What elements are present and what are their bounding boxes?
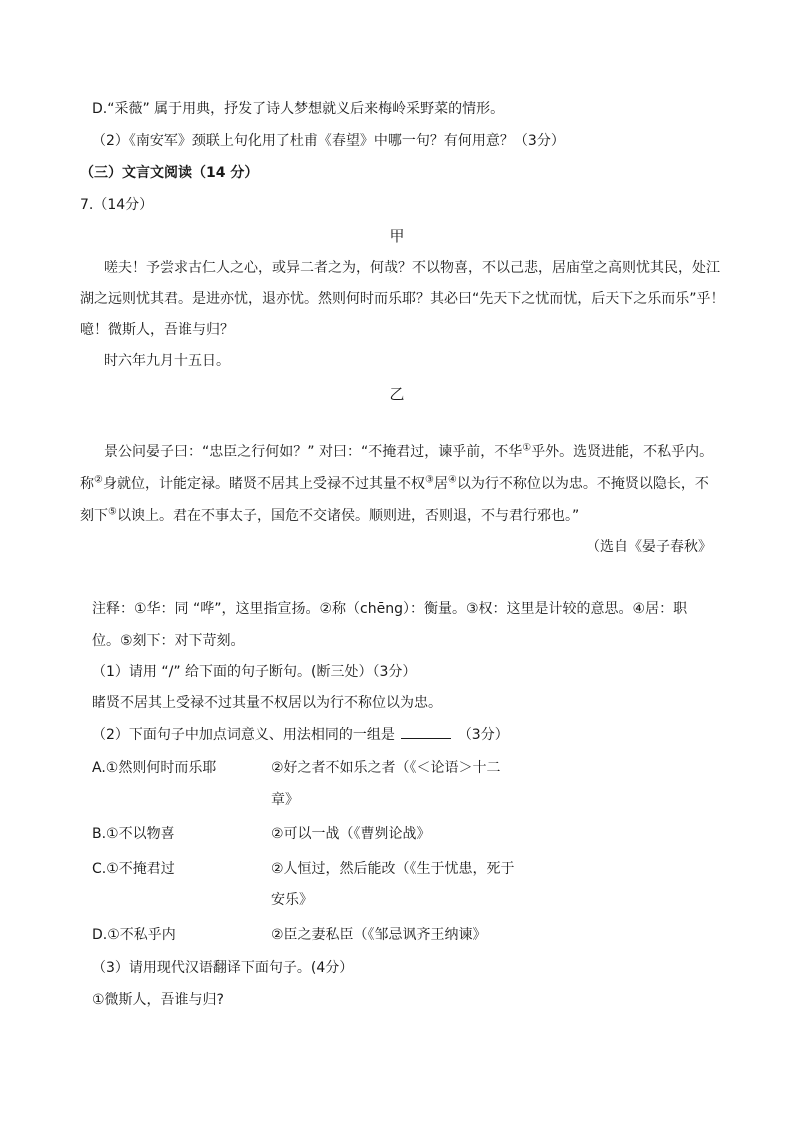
passage-text: 以谀上。君在不事太子，国危不交诸侯。顺则进，否则退，不与君行邪也。”	[116, 508, 580, 524]
passage-text: 景公问晏子曰：“忠臣之行何如？” 对曰：“不掩君过，谏乎前，不华	[104, 444, 523, 460]
passage-text: 称	[80, 476, 94, 492]
prompt-text: （2）下面句子中加点词意义、用法相同的一组是	[92, 727, 395, 743]
passage-text: 身就位，计能定禄。睹贤不居其上受禄不过其量不权	[102, 476, 425, 492]
passage-text: 刻下	[80, 508, 108, 524]
question-7-heading: 7.（14分）	[80, 197, 154, 213]
option-c-item-2-cont: 安乐》	[271, 892, 313, 908]
footnote-marker: ①	[522, 442, 532, 454]
option-d-item-2: ②臣之妻私臣（《邹忌讽齐王纳谏》	[271, 927, 487, 943]
passage-yi-line-2	[80, 474, 709, 494]
option-c-item-2: ②人恒过，然后能改（《生于忧患，死于	[271, 861, 515, 877]
passage-jia-date: 时六年九月十五日。	[104, 353, 230, 369]
answer-blank[interactable]	[401, 724, 451, 739]
passage-yi-source: （选自《晏子春秋》	[586, 539, 712, 555]
q7-2-prompt	[92, 724, 509, 745]
prompt-points: （3分）	[457, 727, 509, 743]
passage-yi-title: 乙	[389, 385, 405, 403]
q7-3-prompt: （3）请用现代汉语翻译下面句子。(4分）	[92, 960, 354, 976]
option-c-item-1: C.①不掩君过	[92, 861, 175, 877]
passage-yi-line-1	[104, 442, 713, 462]
passage-text: 乎外。选贤进能，不私乎内。	[531, 444, 714, 460]
option-b-item-1: B.①不以物喜	[92, 826, 175, 842]
q7-1-sentence: 睹贤不居其上受禄不过其量不权居以为行不称位以为忠。	[92, 695, 442, 711]
passage-jia-line: 嗟夫！予尝求古仁人之心，或异二者之为，何哉？不以物喜，不以己悲，居庙堂之高则忧其民，处江	[104, 260, 720, 276]
footnote-marker: ③	[424, 474, 434, 486]
footnote-marker: ⑤	[108, 506, 117, 518]
option-b-item-2: ②可以一战（《曹刿论战》	[271, 826, 431, 842]
option-a-item-1: A.①然则何时而乐耶	[92, 760, 217, 776]
passage-jia-title: 甲	[389, 227, 405, 245]
passage-text: 居	[433, 476, 448, 492]
section-title-classical-reading: （三）文言文阅读（14 分）	[80, 165, 259, 181]
option-a-item-2-cont: 章》	[271, 792, 299, 808]
option-a-item-2: ②好之者不如乐之者（《＜论语＞十二	[271, 760, 501, 776]
footnote-marker: ④	[447, 474, 457, 486]
q7-3-item-1: ①微斯人，吾谁与归?	[92, 992, 224, 1008]
q6-subquestion-2: （2）《南安军》颈联上句化用了杜甫《春望》中哪一句？有何用意？（3分）	[92, 133, 565, 149]
option-d-item-1: D.①不私乎内	[92, 927, 176, 943]
notes-line-1: 注释：①华：同 “哗”，这里指宣扬。②称（chēng）：衡量。③权：这里是计较的意思。④居：职	[92, 601, 688, 617]
notes-line-2: 位。⑤刻下：对下苛刻。	[92, 633, 245, 649]
q7-1-prompt: （1）请用 “/” 给下面的句子断句。(断三处）（3分）	[92, 664, 417, 680]
footnote-marker: ②	[94, 474, 103, 486]
passage-yi-line-3	[80, 506, 579, 526]
passage-jia-line: 噫！微斯人，吾谁与归？	[80, 322, 234, 338]
q6-option-d: D.“采薇” 属于用典，抒发了诗人梦想就义后来梅岭采野菜的情形。	[92, 101, 505, 117]
passage-text: 以为行不称位以为忠。不掩贤以隐长，不	[456, 476, 709, 492]
passage-jia-line: 湖之远则忧其君。是进亦忧，退亦忧。然则何时而乐耶？其必曰“先天下之忧而忧，后天下之乐而乐”乎！	[80, 291, 725, 307]
